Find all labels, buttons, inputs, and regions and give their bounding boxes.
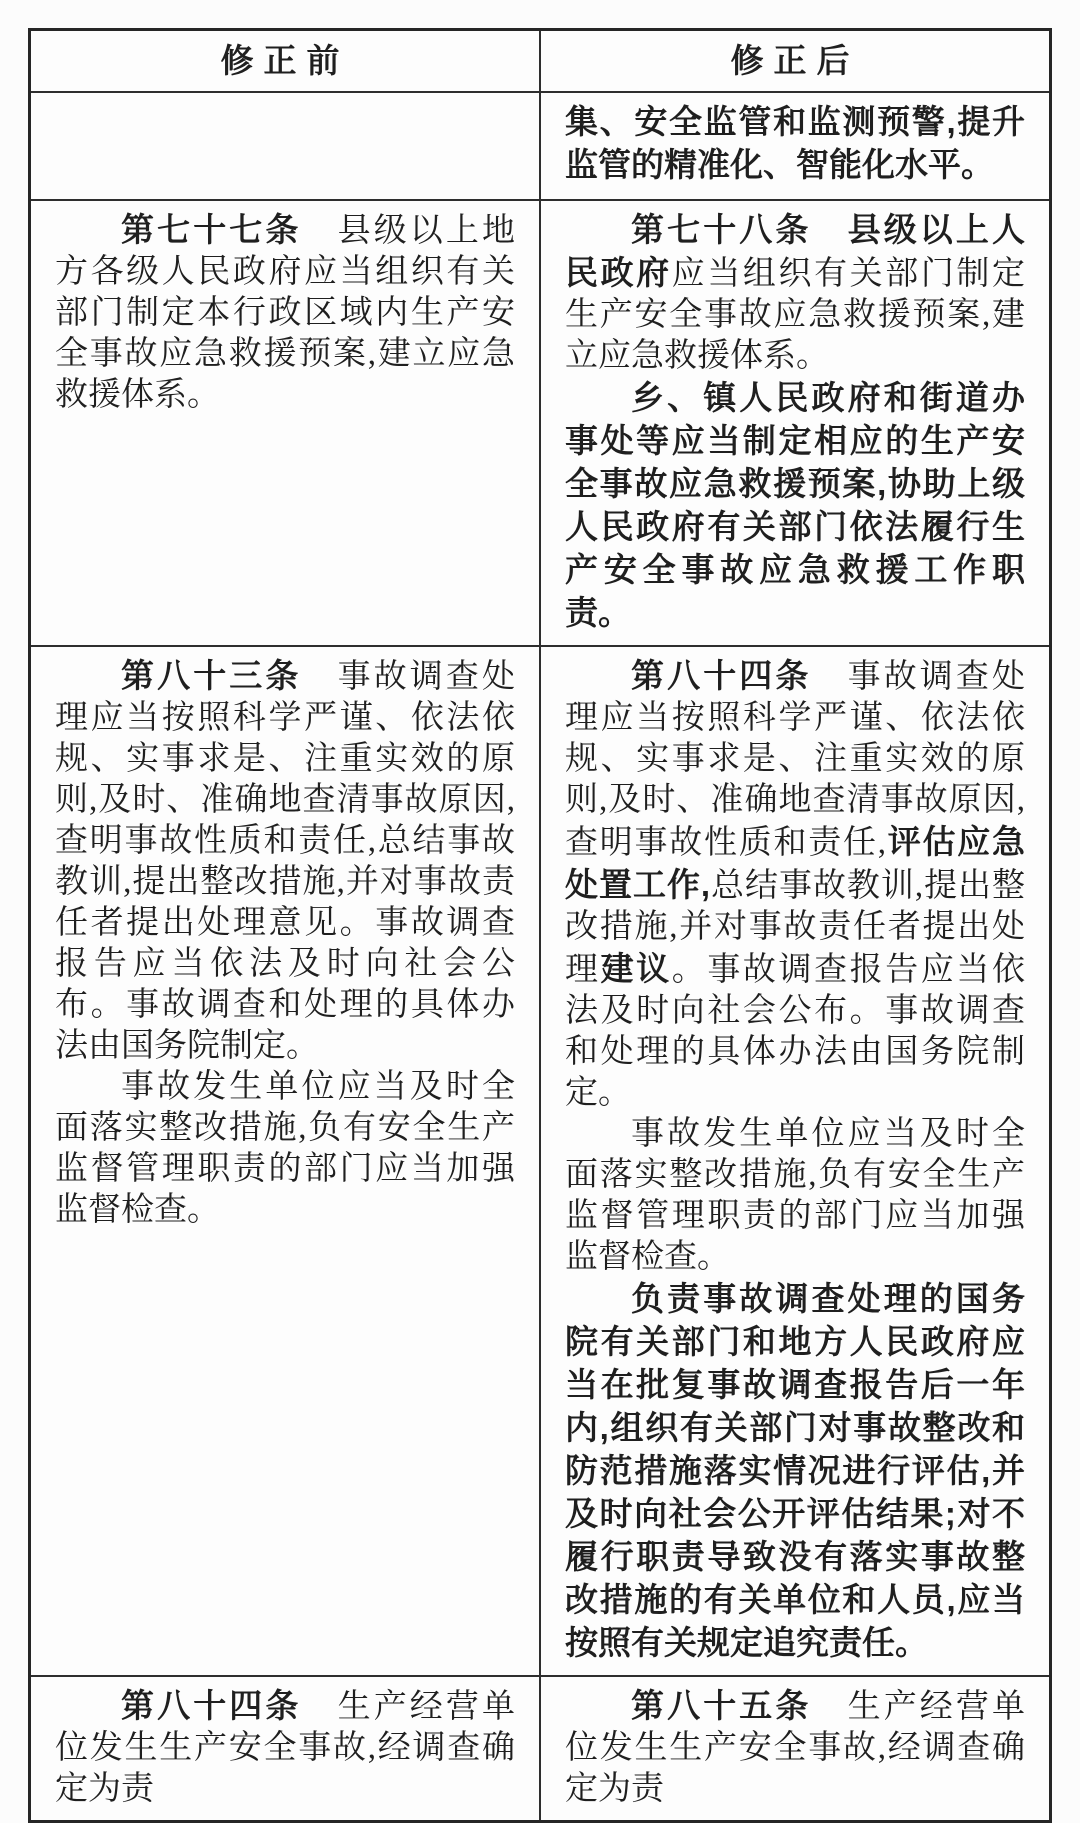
paragraph [55,655,515,1067]
paragraph [565,1278,1025,1665]
text-run: 事故调查处理应当按照科学严谨、依法依规、实事求是、注重实效的原则,及时、准确地查清事故原因,查明事故性质和责任, [565,658,1026,861]
text-run [812,213,848,249]
text-run: 。事故调查报告应当依法及时向社会公布。事故调查和处理的具体办法由国务院制定。 [565,951,1026,1111]
paragraph [55,209,515,416]
text-run: 事故调查处理应当按照科学严谨、依法依规、实事求是、注重实效的原则,及时、准确地查清事故原因,查明事故性质和责任,总结事故教训,提出整改措施,并对事故责任者提出处理意见。事故调查报告应当依法及时向社会公布。事故调查和处理的具体办法由国务院制定。 [55,658,516,1064]
amended-text-run: 第八十四条 [121,1686,302,1724]
paragraph [565,1114,1025,1278]
text-run: 生产经营单位发生生产安全事故,经调查确定为责 [565,1688,1026,1807]
paragraph [565,209,1025,377]
amended-text-run: 评估应急处置工作, [565,822,1025,903]
amended-text-run: 集、安全监管和监测预警,提升监管的精准化、智能化水平。 [565,102,1025,183]
table-header [30,30,1051,92]
amended-text-run: 第八十三条 [121,656,302,694]
amended-text-run: 负责事故调查处理的国务院有关部门和地方人民政府应当在批复事故调查报告后一年内,组织有关部门对事故整改和防范措施落实情况进行评估,并及时向社会公开评估结果;对不履行职责导致没有落实事故整改措施的有关单位和人员,应当按照有关规定追究责任。 [565,1279,1025,1661]
paragraph [565,1685,1025,1810]
text-run: 县级以上地方各级人民政府应当组织有关部门制定本行政区域内生产安全事故应急救援预案,建立应急救援体系。 [55,212,516,413]
cell-before [30,92,541,200]
paragraph [565,377,1025,635]
cell-before [30,646,541,1676]
text-run: 生产经营单位发生生产安全事故,经调查确定为责 [55,1688,516,1807]
amended-text-run: 县级以上人民政府 [565,210,1026,291]
paragraph [55,1067,515,1231]
amended-text-run: 乡、镇人民政府和街道办事处等应当制定相应的生产安全事故应急救援预案,协助上级人民政府有关部门依法履行生产安全事故应急救援工作职责。 [565,378,1025,631]
column-header-after: 修正后 [540,30,1051,92]
comparison-row [30,646,1051,1676]
cell-before [30,1676,541,1822]
paragraph [565,655,1025,1114]
text-run: 总结事故教训,提出整改措施,并对事故责任者提出处理 [565,867,1026,988]
amended-text-run: 建议 [600,949,672,987]
table-body [30,92,1051,1822]
amended-text-run: 第七十八条 [631,210,812,248]
cell-after [540,646,1051,1676]
text-run: 事故发生单位应当及时全面落实整改措施,负有安全生产监督管理职责的部门应当加强监督检查。 [565,1115,1025,1275]
comparison-row [30,200,1051,646]
amended-text-run: 第八十五条 [631,1686,812,1724]
cell-before [30,200,541,646]
header-row [30,30,1051,92]
text-run: 应当组织有关部门制定生产安全事故应急救援预案,建立应急救援体系。 [565,255,1025,374]
paragraph [565,101,1025,187]
amended-text-run: 第七十七条 [121,210,302,248]
amendment-comparison-table [28,28,1052,1823]
paragraph [55,1685,515,1810]
cell-after [540,92,1051,200]
comparison-row [30,1676,1051,1822]
cell-after [540,1676,1051,1822]
cell-after [540,200,1051,646]
column-header-before: 修正前 [30,30,541,92]
amended-text-run: 第八十四条 [631,656,812,694]
comparison-row [30,92,1051,200]
text-run: 事故发生单位应当及时全面落实整改措施,负有安全生产监督管理职责的部门应当加强监督检查。 [55,1068,515,1228]
